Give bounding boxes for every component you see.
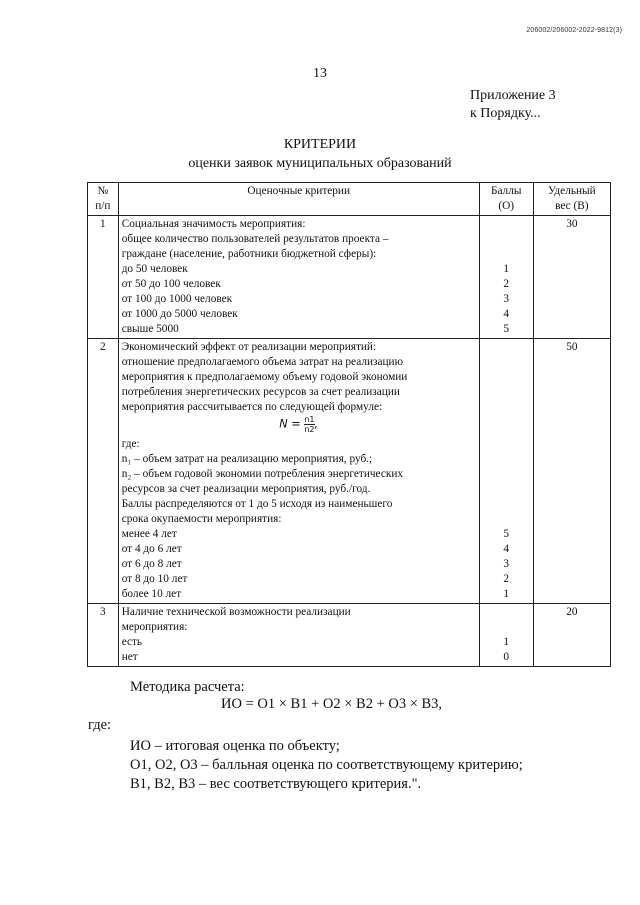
row-scores: 1 2 3 4 5 — [479, 216, 533, 339]
row-number: 2 — [88, 339, 119, 604]
where-label: где: — [88, 717, 112, 733]
table-row — [88, 339, 611, 604]
row-weight: 50 — [533, 339, 610, 604]
row-criteria: Наличие технической возможности реализации мероприятия: есть нет — [118, 604, 479, 667]
appendix-reference — [470, 87, 556, 123]
row-scores: 5 4 3 2 1 — [479, 339, 533, 604]
page-title: КРИТЕРИИ — [283, 137, 357, 152]
definition-line: О1, О2, О3 – балльная оценка по соответствующему критерию; — [130, 757, 523, 773]
criteria-table — [87, 182, 611, 667]
row-weight: 20 — [533, 604, 610, 667]
table-header-row — [88, 183, 611, 216]
formula-fraction: $\frac{n1}{n2}$ — [304, 415, 315, 434]
page-subtitle: оценки заявок муниципальных образований — [188, 156, 452, 171]
row-number: 1 — [88, 216, 119, 339]
method-label: Методика расчета: — [130, 679, 245, 695]
header-criteria: Оценочные критерии — [118, 183, 479, 216]
payback-formula: N = $\frac{n1}{n2}$ , — [279, 415, 319, 434]
row-number: 3 — [88, 604, 119, 667]
total-score-formula: ИО = О1 × В1 + О2 × В2 + О3 × В3, — [221, 696, 443, 712]
table-row — [88, 216, 611, 339]
header-weight: Удельный вес (В) — [533, 183, 610, 216]
table-row — [88, 604, 611, 667]
row-criteria: Экономический эффект от реализации мероприятий: отношение предполагаемого объема затрат на реализацию мероприятия к предполагаемому объему годовой экономии потребления энергетических ресурсов за счет реализации мероприятия рассчитывается по следующей формуле: N = $\frac{n1}{n2}$ , где: n₁ – объем затрат на реализацию мероприятия, руб.; n₂ – объем годовой экономии потребления энергетических ресурсов за счет реализации мероприятия, руб./год. Баллы распределяются от 1 до 5 исходя из наименьшего срока окупаемости мероприятия: менее 4 лет от 4 до 6 лет от 6 до 8 лет от 8 до 10 лет более 10 лет — [118, 339, 479, 604]
definition-line: В1, В2, В3 – вес соответствующего критерия.". — [130, 776, 422, 792]
definition-line: ИО – итоговая оценка по объекту; — [130, 738, 340, 754]
appendix-line-1: Приложение 3 — [470, 88, 556, 103]
header-score: Баллы (О) — [479, 183, 533, 216]
page-number: 13 — [313, 66, 327, 81]
row-weight: 30 — [533, 216, 610, 339]
document-id: 206002/206002-2022-9812(3) — [526, 27, 622, 34]
row-criteria: Социальная значимость мероприятия: общее количество пользователей результатов проекта – граждане (население, работники бюджетной сферы): до 50 человек от 50 до 100 человек от 100 до 1000 человек от 1000 до 5000 человек свыше 5000 — [118, 216, 479, 339]
appendix-line-2: к Порядку... — [470, 106, 541, 121]
header-num: № п/п — [88, 183, 119, 216]
row-scores: 1 0 — [479, 604, 533, 667]
